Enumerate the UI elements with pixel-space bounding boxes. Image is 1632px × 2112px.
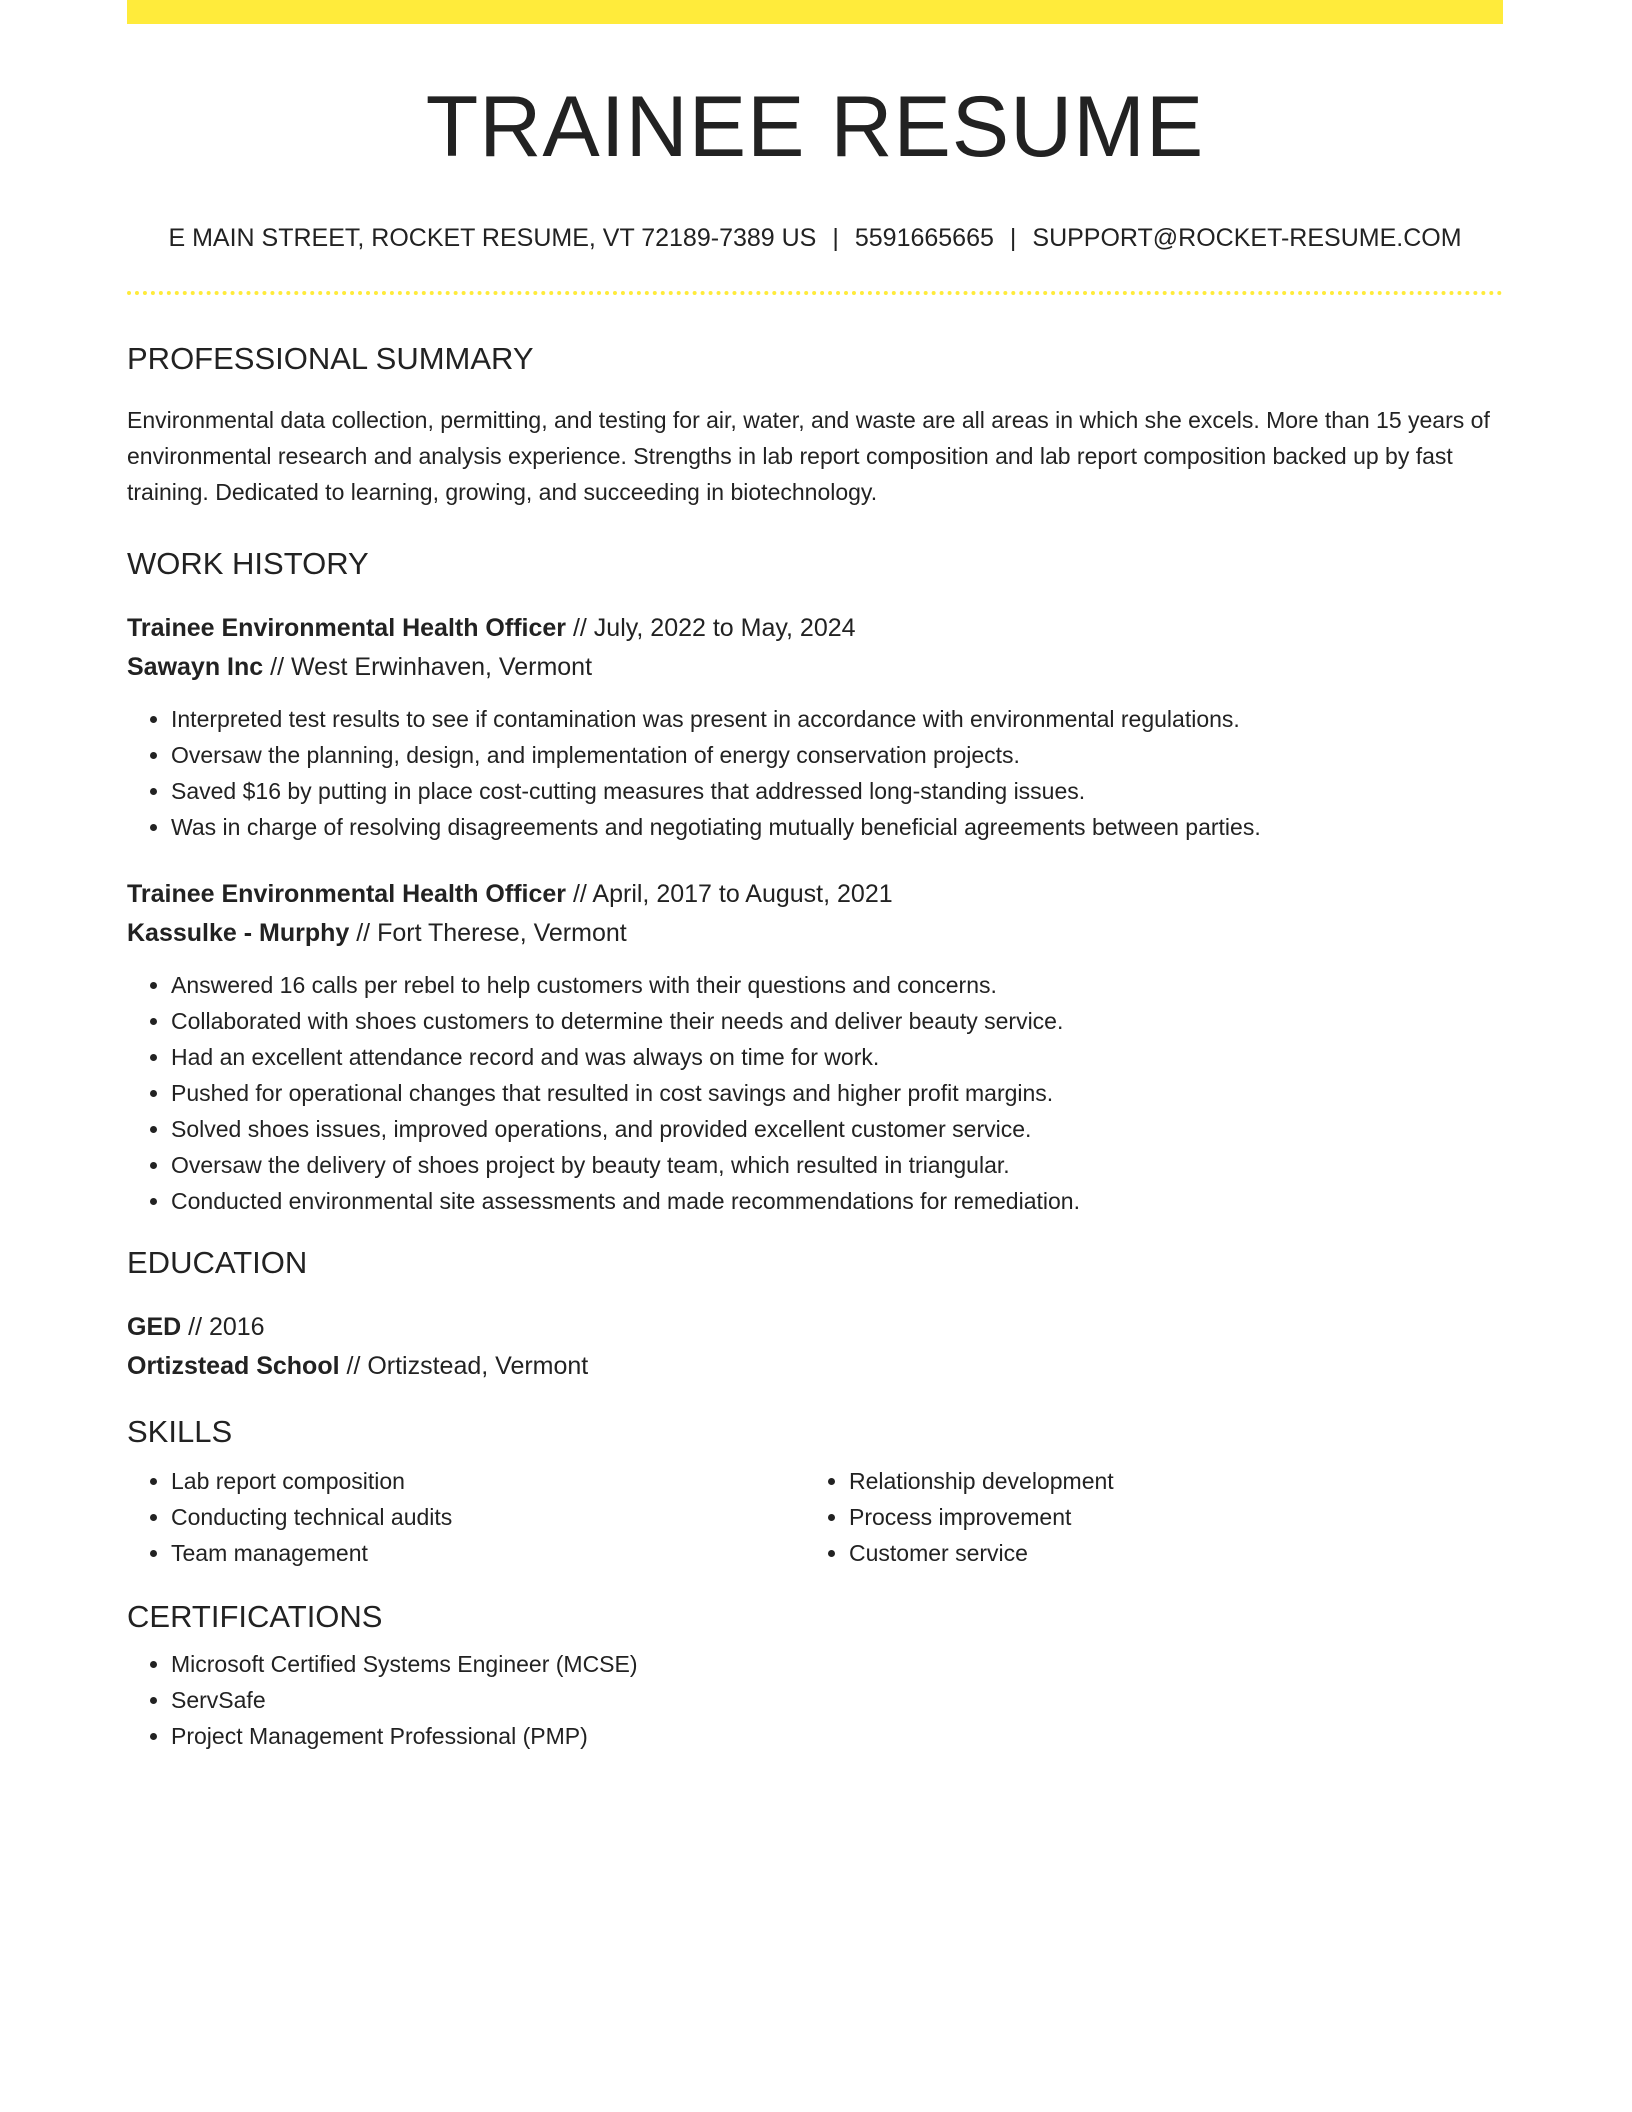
- skill-item: • Conducting technical audits: [171, 1499, 805, 1535]
- skills-column-left: [127, 1463, 805, 1571]
- list-item: • Was in charge of resolving disagreements and negotiating mutually beneficial agreements between parties.: [171, 809, 1503, 845]
- job-title: Trainee Environmental Health Officer: [127, 880, 567, 908]
- skill-item: • Relationship development: [849, 1463, 1483, 1499]
- certifications-list: [127, 1646, 1503, 1754]
- job-company-line: [127, 914, 1503, 953]
- education-location: // Ortizstead, Vermont: [339, 1352, 589, 1380]
- education-heading: EDUCATION: [127, 1245, 308, 1280]
- resume-title: TRAINEE RESUME: [425, 79, 1205, 175]
- skill-item: • Customer service: [849, 1535, 1483, 1571]
- list-item: • Interpreted test results to see if contamination was present in accordance with environmental regulations.: [171, 701, 1503, 737]
- list-item: • Saved $16 by putting in place cost-cutting measures that addressed long-standing issues.: [171, 773, 1503, 809]
- skill-item: • Process improvement: [849, 1499, 1483, 1535]
- education-entry: [127, 1308, 1503, 1386]
- contact-phone: 5591665665: [854, 224, 994, 252]
- education-year: // 2016: [181, 1313, 265, 1341]
- job-company-line: [127, 648, 1503, 687]
- list-item: • Solved shoes issues, improved operations, and provided excellent customer service.: [171, 1111, 1503, 1147]
- contact-address: E MAIN STREET, ROCKET RESUME, VT 72189-7389 US: [168, 224, 817, 252]
- contact-line: [127, 226, 1503, 251]
- job-title-line: [127, 609, 1503, 648]
- job-company: Kassulke - Murphy: [127, 919, 350, 947]
- list-item: • Oversaw the planning, design, and implementation of energy conservation projects.: [171, 737, 1503, 773]
- job-bullets: [127, 967, 1503, 1219]
- list-item: • Answered 16 calls per rebel to help customers with their questions and concerns.: [171, 967, 1503, 1003]
- job-company: Sawayn Inc: [127, 653, 264, 681]
- list-item: • Conducted environmental site assessments and made recommendations for remediation.: [171, 1183, 1503, 1219]
- certification-item: • Project Management Professional (PMP): [171, 1718, 1503, 1754]
- resume-page: [127, 0, 1503, 1754]
- job-title: Trainee Environmental Health Officer: [127, 614, 567, 642]
- skills-heading: SKILLS: [127, 1414, 233, 1449]
- skills-column-right: [805, 1463, 1483, 1571]
- education-degree: GED: [127, 1313, 182, 1341]
- job-location: // Fort Therese, Vermont: [349, 919, 627, 947]
- skills-grid: [127, 1463, 1503, 1571]
- summary-heading: PROFESSIONAL SUMMARY: [127, 341, 534, 376]
- education-school: Ortizstead School: [127, 1352, 340, 1380]
- job-title-line: [127, 875, 1503, 914]
- list-item: • Pushed for operational changes that resulted in cost savings and higher profit margins.: [171, 1075, 1503, 1111]
- skill-item: • Team management: [171, 1535, 805, 1571]
- list-item: • Had an excellent attendance record and was always on time for work.: [171, 1039, 1503, 1075]
- list-item: • Oversaw the delivery of shoes project by beauty team, which resulted in triangular.: [171, 1147, 1503, 1183]
- work-history-heading: WORK HISTORY: [127, 546, 369, 581]
- dotted-divider: [127, 291, 1503, 295]
- certification-item: • ServSafe: [171, 1682, 1503, 1718]
- job-entry: [127, 609, 1503, 845]
- education-degree-line: [127, 1308, 1503, 1347]
- skill-item: • Lab report composition: [171, 1463, 805, 1499]
- job-location: // West Erwinhaven, Vermont: [263, 653, 593, 681]
- contact-separator: |: [1009, 224, 1017, 252]
- job-entry: [127, 875, 1503, 1219]
- contact-email: SUPPORT@ROCKET-RESUME.COM: [1032, 224, 1462, 252]
- list-item: • Collaborated with shoes customers to determine their needs and deliver beauty service.: [171, 1003, 1503, 1039]
- education-school-line: [127, 1347, 1503, 1386]
- job-dates: // April, 2017 to August, 2021: [566, 880, 893, 908]
- summary-text: Environmental data collection, permitting, and testing for air, water, and waste are all areas in which she excels. More than 15 years of environmental research and analysis experience. Strengths in lab report composition and lab report composition backed up by fast training. Dedicated to learning, growing, and succeeding in biotechnology.: [127, 407, 1490, 505]
- job-bullets: [127, 701, 1503, 845]
- accent-top-bar: [127, 0, 1503, 24]
- certifications-heading: CERTIFICATIONS: [127, 1599, 383, 1634]
- job-dates: // July, 2022 to May, 2024: [566, 614, 856, 642]
- contact-separator: |: [832, 224, 839, 252]
- certification-item: • Microsoft Certified Systems Engineer (MCSE): [171, 1646, 1503, 1682]
